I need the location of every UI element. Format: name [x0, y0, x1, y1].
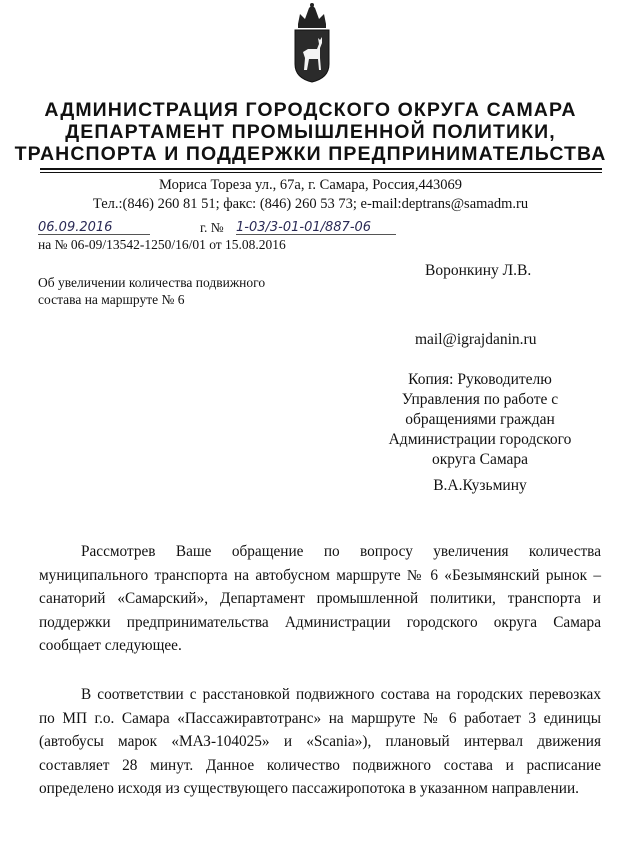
copy-line-4: Администрации городского [388, 431, 572, 448]
samara-coat-of-arms-icon [292, 2, 332, 84]
header-rule-thin [40, 172, 602, 173]
subject-line-2: состава на маршруте № 6 [38, 292, 185, 307]
copy-line-1: Копия: Руководителю [408, 371, 552, 388]
date-handwritten: 06.09.2016 [38, 220, 113, 235]
number-label: г. № [200, 220, 224, 235]
recipient-email: mail@igrajdanin.ru [415, 331, 537, 348]
header-rule-thick [40, 168, 602, 170]
body-paragraph-1: Рассмотрев Ваше обращение по вопросу увеличения количества муниципального транспорта на автобусном маршруте № 6 «Безымянский рынок – санаторий «Самарский», Департамент промышленной политики, транспорта и поддержки предпринимательства Администрации городского округа Самара сообщает следующее. [39, 543, 601, 654]
contacts-line: Тел.:(846) 260 81 51; факс: (846) 260 53 73; e-mail:deptrans@samadm.ru [92, 196, 529, 212]
date-field [38, 218, 150, 235]
reply-to-line: на № 06-09/13542-1250/16/01 от 15.08.2016 [38, 237, 286, 252]
address-line: Мориса Тореза ул., 67а, г. Самара, Россия,443069 [159, 177, 462, 193]
org-name-line-2: ДЕПАРТАМЕНТ ПРОМЫШЛЕННОЙ ПОЛИТИКИ, [65, 121, 556, 143]
number-field [236, 218, 396, 235]
org-name-line-3: ТРАНСПОРТА И ПОДДЕРЖКИ ПРЕДПРИНИМАТЕЛЬСТВА [14, 143, 607, 165]
copy-line-6: В.А.Кузьмину [433, 477, 527, 494]
copy-line-3: обращениями граждан [405, 411, 555, 428]
copy-line-5: округа Самара [431, 451, 529, 468]
number-handwritten: 1-03/3-01-01/887-06 [236, 220, 372, 235]
copy-block [360, 370, 600, 496]
recipient-name: Воронкину Л.В. [425, 262, 532, 279]
copy-line-2: Управления по работе с [401, 391, 559, 408]
org-name-line-1: АДМИНИСТРАЦИЯ ГОРОДСКОГО ОКРУГА САМАРА [44, 99, 577, 121]
subject-line-1: Об увеличении количества подвижного [38, 275, 266, 290]
body-paragraph-2: В соответствии с расстановкой подвижного состава на городских перевозках по МП г.о. Самара «Пассажиравтотранс» на маршруте № 6 работает 3 единицы (автобусы марок «МАЗ-104025» и «Scania»), плановый интервал движения составляет 28 минут. Данное количество подвижного состава и расписание определено исходя из существующего пассажиропотока в указанном направлении. [39, 686, 601, 797]
